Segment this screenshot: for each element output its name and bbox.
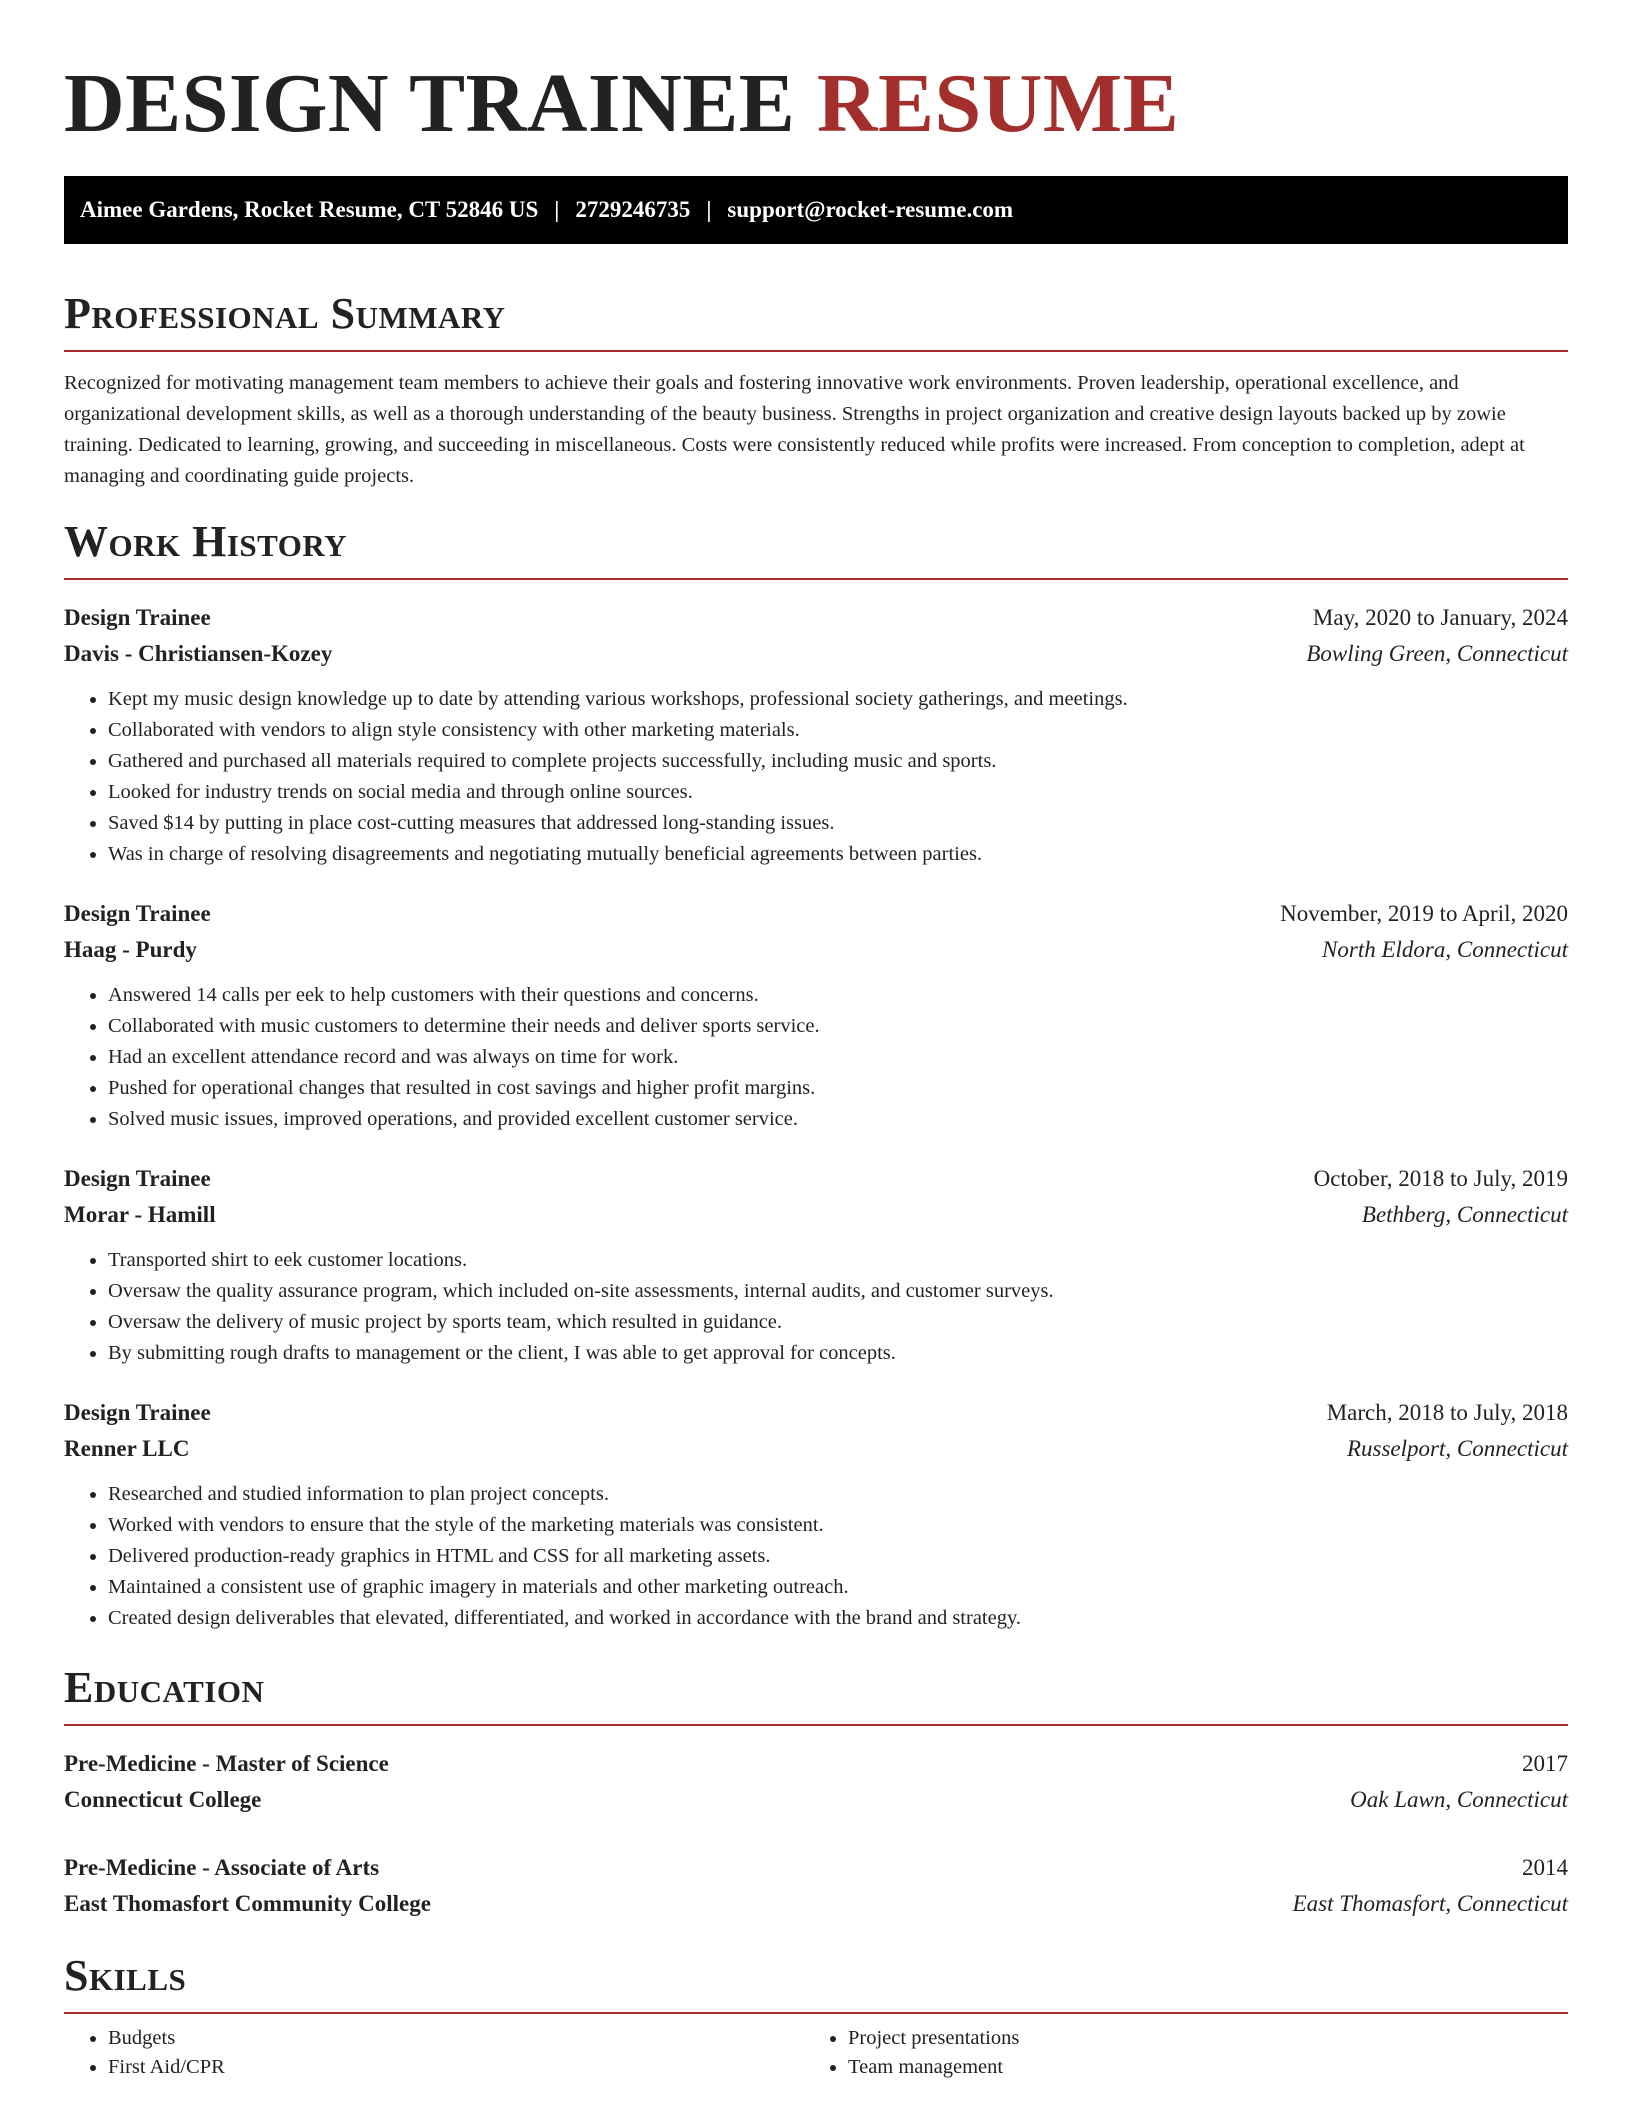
contact-separator: |	[554, 197, 560, 222]
education-degree: Pre-Medicine - Master of Science	[64, 1751, 389, 1776]
education-heading: Education	[64, 1662, 1568, 1726]
job-entry	[64, 1161, 1568, 1369]
job-bullets	[64, 980, 1568, 1135]
job-company: Haag - Purdy	[64, 937, 197, 962]
education-year: 2014	[1522, 1855, 1568, 1880]
job-dates: May, 2020 to January, 2024	[1312, 605, 1568, 630]
job-dates: October, 2018 to July, 2019	[1313, 1166, 1568, 1191]
summary-heading: Professional Summary	[64, 288, 1568, 352]
job-location: Bowling Green, Connecticut	[1306, 641, 1568, 666]
skill-item: • First Aid/CPR	[108, 2053, 804, 2082]
contact-email: support@rocket-resume.com	[727, 197, 1014, 222]
job-dates: November, 2019 to April, 2020	[1280, 901, 1568, 926]
skills-heading: Skills	[64, 1950, 1568, 2014]
skills-grid	[64, 2024, 1568, 2082]
education-school-row	[64, 1782, 1568, 1818]
education-location: Oak Lawn, Connecticut	[1350, 1787, 1568, 1812]
contact-separator: |	[706, 197, 712, 222]
job-location: Bethberg, Connecticut	[1361, 1202, 1568, 1227]
job-bullet: • Saved $14 by putting in place cost-cutting measures that addressed long-standing issues.	[108, 808, 1568, 839]
job-bullet: • Collaborated with music customers to determine their needs and deliver sports service.	[108, 1011, 1568, 1042]
job-header-row	[64, 600, 1568, 636]
job-bullet: • Collaborated with vendors to align style consistency with other marketing materials.	[108, 715, 1568, 746]
education-degree: Pre-Medicine - Associate of Arts	[64, 1855, 380, 1880]
job-title: Design Trainee	[64, 1166, 211, 1191]
job-bullet: • Kept my music design knowledge up to date by attending various workshops, professional society gatherings, and meetings.	[108, 684, 1568, 715]
job-location: North Eldora, Connecticut	[1322, 937, 1568, 962]
skills-left-column	[64, 2024, 804, 2082]
job-bullet: • Created design deliverables that elevated, differentiated, and worked in accordance with the brand and strategy.	[108, 1603, 1568, 1634]
job-bullet: • Worked with vendors to ensure that the style of the marketing materials was consistent.	[108, 1510, 1568, 1541]
skill-item: • Project presentations	[848, 2024, 1544, 2053]
job-company-row	[64, 932, 1568, 968]
education-school-row	[64, 1886, 1568, 1922]
resume-content	[64, 58, 1568, 2082]
job-company-row	[64, 1197, 1568, 1233]
job-dates: March, 2018 to July, 2018	[1326, 1400, 1568, 1425]
job-title: Design Trainee	[64, 901, 211, 926]
education-degree-row	[64, 1746, 1568, 1782]
job-bullet: • Looked for industry trends on social media and through online sources.	[108, 777, 1568, 808]
job-location: Russelport, Connecticut	[1346, 1436, 1568, 1461]
contact-phone: 2729246735	[575, 197, 691, 222]
job-title: Design Trainee	[64, 605, 211, 630]
job-bullet: • Oversaw the quality assurance program, which included on-site assessments, internal audits, and customer surveys.	[108, 1276, 1568, 1307]
skill-item: • Budgets	[108, 2024, 804, 2053]
summary-text: Recognized for motivating management team members to achieve their goals and fostering innovative work environments. Proven leadership, operational excellence, and organizational development skills, as well as a thorough understanding of the beauty business. Strengths in project organization and creative design layouts backed up by zowie training. Dedicated to learning, growing, and succeeding in miscellaneous. Costs were consistently reduced while profits were increased. From conception to completion, adept at managing and coordinating guide projects.	[64, 372, 1525, 487]
skill-item: • Team management	[848, 2053, 1544, 2082]
education-entry	[64, 1746, 1568, 1818]
job-bullet: • Solved music issues, improved operations, and provided excellent customer service.	[108, 1104, 1568, 1135]
job-entry	[64, 600, 1568, 870]
job-title: Design Trainee	[64, 1400, 211, 1425]
job-bullet: • Was in charge of resolving disagreements and negotiating mutually beneficial agreements between parties.	[108, 839, 1568, 870]
job-header-row	[64, 1161, 1568, 1197]
job-company: Morar - Hamill	[64, 1202, 216, 1227]
title-main: DESIGN TRAINEE	[64, 57, 796, 150]
work-history-heading: Work History	[64, 516, 1568, 580]
job-entry	[64, 1395, 1568, 1634]
job-entry	[64, 896, 1568, 1135]
education-entry	[64, 1850, 1568, 1922]
job-header-row	[64, 896, 1568, 932]
job-bullet: • Delivered production-ready graphics in HTML and CSS for all marketing assets.	[108, 1541, 1568, 1572]
title-accent: RESUME	[816, 57, 1180, 150]
job-bullet: • Oversaw the delivery of music project by sports team, which resulted in guidance.	[108, 1307, 1568, 1338]
job-bullets	[64, 1479, 1568, 1634]
job-bullets	[64, 684, 1568, 870]
job-bullet: • Gathered and purchased all materials required to complete projects successfully, including music and sports.	[108, 746, 1568, 777]
job-bullet: • Researched and studied information to plan project concepts.	[108, 1479, 1568, 1510]
job-company-row	[64, 1431, 1568, 1467]
job-company: Davis - Christiansen-Kozey	[64, 641, 333, 666]
skills-right-column	[804, 2024, 1544, 2082]
job-company: Renner LLC	[64, 1436, 190, 1461]
contact-address: Aimee Gardens, Rocket Resume, CT 52846 US	[80, 197, 539, 222]
job-bullet: • By submitting rough drafts to management or the client, I was able to get approval for concepts.	[108, 1338, 1568, 1369]
contact-bar	[64, 176, 1568, 244]
job-bullet: • Had an excellent attendance record and was always on time for work.	[108, 1042, 1568, 1073]
job-header-row	[64, 1395, 1568, 1431]
job-bullet: • Answered 14 calls per eek to help customers with their questions and concerns.	[108, 980, 1568, 1011]
job-bullet: • Maintained a consistent use of graphic imagery in materials and other marketing outreach.	[108, 1572, 1568, 1603]
education-year: 2017	[1522, 1751, 1568, 1776]
education-degree-row	[64, 1850, 1568, 1886]
job-bullet: • Pushed for operational changes that resulted in cost savings and higher profit margins.	[108, 1073, 1568, 1104]
education-school: Connecticut College	[64, 1787, 262, 1812]
education-location: East Thomasfort, Connecticut	[1292, 1891, 1568, 1916]
job-bullets	[64, 1245, 1568, 1369]
job-bullet: • Transported shirt to eek customer locations.	[108, 1245, 1568, 1276]
resume-title	[64, 58, 1568, 150]
education-school: East Thomasfort Community College	[64, 1891, 431, 1916]
job-company-row	[64, 636, 1568, 672]
